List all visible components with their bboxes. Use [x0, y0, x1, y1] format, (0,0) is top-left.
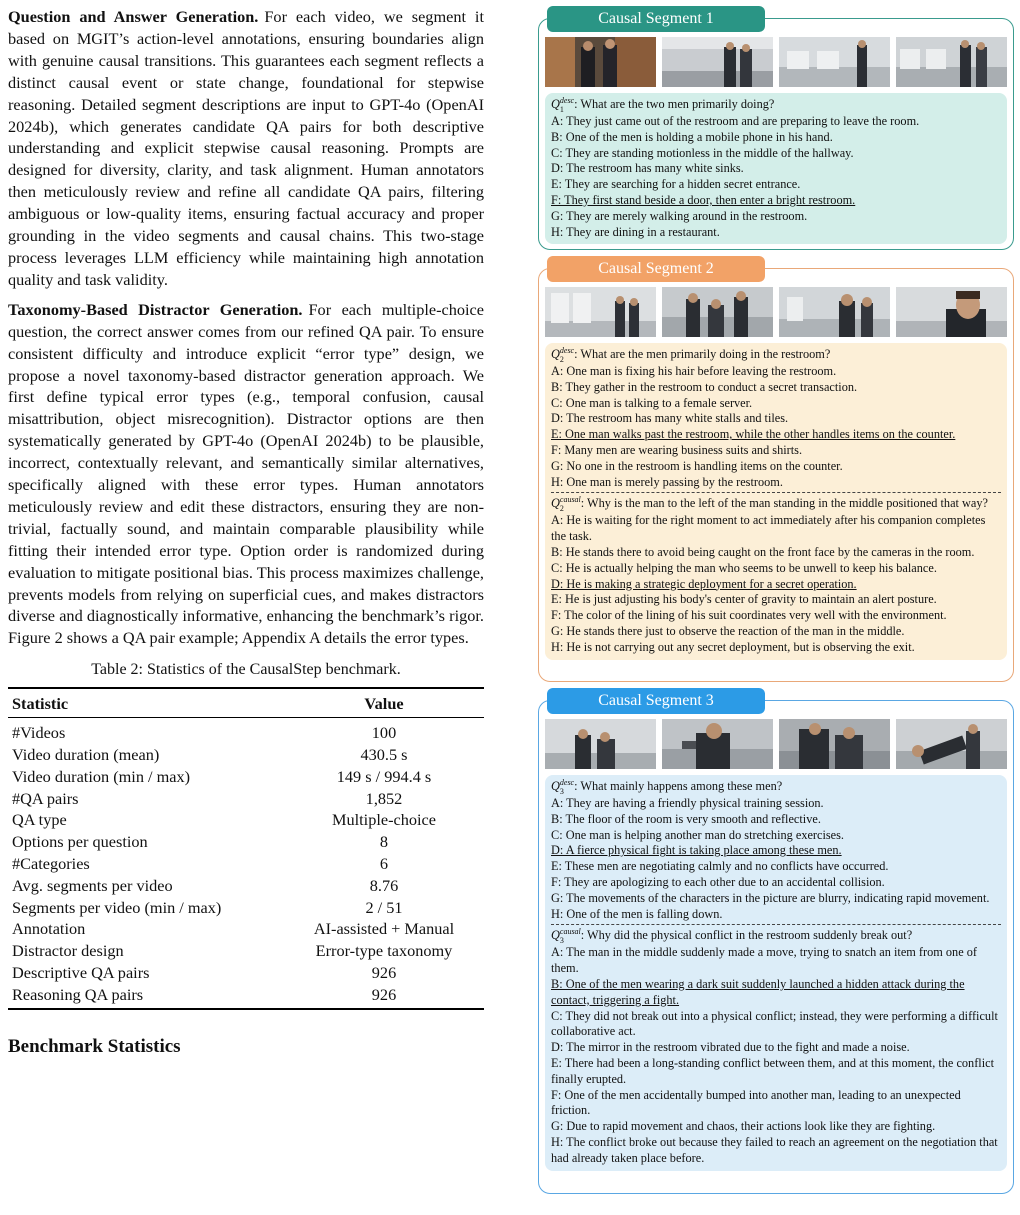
paragraph-heading: Taxonomy-Based Distractor Generation.: [8, 299, 303, 319]
correct-option: E: One man walks past the restroom, while the other handles items on the counter.: [551, 427, 956, 442]
segment-title: Causal Segment 2: [547, 256, 765, 282]
question-symbol: [551, 495, 581, 513]
option: E: He is just adjusting his body's center of gravity to maintain an alert posture.: [551, 592, 937, 607]
question-text: : What are the two men primarily doing?: [574, 96, 775, 111]
option: A: One man is fixing his hair before leaving the restroom.: [551, 364, 837, 378]
statistic-name: Descriptive QA pairs: [12, 963, 150, 983]
question: [551, 96, 1001, 114]
statistic-value: 430.5 s: [360, 745, 408, 765]
question-label: Q: [551, 346, 560, 361]
paragraph-heading: Question and Answer Generation.: [8, 7, 259, 26]
video-frame: [545, 37, 656, 87]
correct-option: F: They first stand beside a door, then enter a bright restroom.: [551, 192, 856, 207]
statistic-name: #Videos: [12, 723, 66, 743]
video-frame: [896, 287, 1007, 337]
statistic-value: AI-assisted + Manual: [313, 919, 455, 939]
option: B: The floor of the room is very smooth and reflective.: [551, 811, 821, 826]
question-scripts: [560, 778, 574, 796]
statistic-name: Annotation: [12, 919, 86, 939]
statistic-value: 1,852: [365, 788, 403, 808]
question-label: Q: [551, 496, 560, 511]
qa-item: [551, 346, 1001, 490]
option: C: They are standing motionless in the middle of the hallway.: [551, 145, 854, 160]
question-type: desc: [559, 778, 575, 787]
statistic-value: 926: [284, 984, 484, 1009]
causal-segment-2: [538, 260, 1014, 682]
table-row: [8, 766, 484, 788]
causal-segment-3: [538, 692, 1014, 1194]
option: F: They are apologizing to each other due to an accidental collision.: [551, 874, 885, 889]
statistic-name: Avg. segments per video: [12, 875, 173, 895]
option: F: One of the men accidentally bumped into another man, leading to an unexpected friction.: [551, 1087, 961, 1118]
option: G: No one in the restroom is handling items on the counter.: [551, 458, 843, 473]
table-header-row: [8, 688, 484, 718]
statistic-value: 8: [379, 832, 389, 852]
question-text: : What mainly happens among these men?: [574, 778, 783, 793]
table-row: [8, 853, 484, 875]
question-scripts: [560, 346, 574, 364]
question: [551, 778, 1001, 796]
option: B: They gather in the restroom to conduct a secret transaction.: [551, 379, 858, 394]
question-index: 3: [559, 787, 564, 796]
option: H: They are dining in a restaurant.: [551, 224, 720, 239]
paragraph-qa-generation: [8, 6, 484, 291]
column-header-value: Value: [284, 688, 484, 718]
question: [551, 346, 1001, 364]
question-text: : Why did the physical conflict in the restroom suddenly break out?: [580, 928, 913, 943]
table-caption: Table 2: Statistics of the CausalStep benchmark.: [91, 661, 401, 679]
question-symbol: [551, 778, 574, 796]
question-scripts: [560, 495, 581, 513]
option: A: They just came out of the restroom and are preparing to leave the room.: [551, 114, 920, 128]
option: C: One man is helping another man do stretching exercises.: [551, 827, 844, 842]
question-box: [545, 343, 1007, 660]
statistic-name: QA type: [12, 810, 67, 830]
section-heading: Benchmark Statistics: [8, 1035, 181, 1057]
question-type: causal: [559, 927, 581, 937]
option: G: The movements of the characters in the picture are blurry, indicating rapid movement.: [551, 890, 990, 905]
video-frame: [896, 37, 1007, 87]
statistic-value: 8.76: [369, 875, 399, 895]
option: A: He is waiting for the right moment to act immediately after his companion completes the task.: [551, 513, 986, 544]
question-symbol: [551, 927, 581, 945]
column-header-statistic: Statistic: [8, 688, 284, 718]
statistic-value: 926: [371, 963, 397, 983]
causal-segment-1: [538, 10, 1014, 250]
statistic-value: 100: [371, 723, 397, 743]
video-frames: [545, 719, 1007, 769]
question-label: Q: [551, 778, 560, 793]
qa-item: [551, 492, 1001, 655]
question-box: [545, 775, 1007, 1171]
table-row: [8, 962, 484, 984]
table-row: [8, 875, 484, 897]
video-frames: [545, 287, 1007, 337]
option: H: One man is merely passing by the restroom.: [551, 474, 783, 489]
statistic-name: Video duration (mean): [12, 745, 160, 765]
option: H: He is not carrying out any secret deployment, but is observing the exit.: [551, 639, 915, 654]
question-index: 1: [559, 105, 564, 114]
paragraph-body: For each video, we segment it based on MGIT’s action-level annotations, ensuring boundaries align with genuine causal transitions. This guarantees each segment reflects a distinct causal event or state change, foundational for stepwise reasoning. Detailed segment descriptions are input to GPT-4o (OpenAI 2024b), which generates candidate QA pairs for both descriptive understanding and explicit stepwise causal reasoning. Prompts are designed for diversity, clarity, and task alignment. Human annotators then meticulously review and refine all candidate QA pairs, filtering ambiguous or low-quality items, ensuring factual accuracy and proper grounding in the video segments and causal chains. This two-stage process leverages LLM efficiency while maintaining high annotation quality and task validity.: [8, 7, 484, 289]
question-index: 2: [559, 504, 564, 514]
statistic-value: Error-type taxonomy: [315, 941, 453, 961]
statistic-name: Video duration (min / max): [12, 766, 191, 786]
question-text: : What are the men primarily doing in the restroom?: [574, 346, 831, 361]
table-row: [8, 809, 484, 831]
option: H: One of the men is falling down.: [551, 906, 723, 921]
statistic-name: #Categories: [12, 854, 90, 874]
option: G: They are merely walking around in the restroom.: [551, 208, 808, 223]
option: F: The color of the lining of his suit coordinates very well with the environment.: [551, 608, 947, 623]
option: D: The restroom has many white sinks.: [551, 161, 744, 176]
table-row: [8, 984, 484, 1009]
table-row: [8, 718, 484, 744]
segment-title: Causal Segment 1: [547, 6, 765, 32]
option: D: The restroom has many white stalls and tiles.: [551, 411, 789, 426]
question-symbol: [551, 96, 574, 114]
correct-option: B: One of the men wearing a dark suit suddenly launched a hidden attack during the contact, triggering a fight.: [551, 976, 965, 1007]
option: F: Many men are wearing business suits and shirts.: [551, 442, 803, 457]
question-index: 3: [559, 936, 564, 946]
table-row: [8, 744, 484, 766]
qa-item: [551, 924, 1001, 1166]
option: D: The mirror in the restroom vibrated due to the fight and made a noise.: [551, 1040, 910, 1055]
option: A: The man in the middle suddenly made a move, trying to snatch an item from one of them.: [551, 945, 977, 976]
option: C: They did not break out into a physical conflict; instead, they were performing a difficult collaborative act.: [551, 1008, 998, 1039]
video-frames: [545, 37, 1007, 87]
table-row: [8, 897, 484, 919]
option: E: These men are negotiating calmly and no conflicts have occurred.: [551, 859, 889, 874]
statistic-name: Distractor design: [12, 941, 124, 961]
statistic-value: 6: [379, 854, 389, 874]
table-row: [8, 940, 484, 962]
question-symbol: [551, 346, 574, 364]
option: A: They are having a friendly physical training session.: [551, 796, 824, 810]
video-frame: [662, 287, 773, 337]
question-type: desc: [559, 96, 575, 105]
table-row: [8, 788, 484, 810]
option: B: One of the men is holding a mobile phone in his hand.: [551, 129, 833, 144]
question-box: [545, 93, 1007, 244]
option: H: The conflict broke out because they failed to reach an agreement on the negotiation that had already taken place before.: [551, 1134, 998, 1165]
question-scripts: [560, 927, 581, 945]
video-frame: [779, 719, 890, 769]
option: C: He is actually helping the man who seems to be unwell to keep his balance.: [551, 560, 937, 575]
video-frame: [545, 719, 656, 769]
video-frame: [779, 37, 890, 87]
question-label: Q: [551, 928, 560, 943]
statistic-value: 2 / 51: [365, 897, 403, 917]
question-label: Q: [551, 96, 560, 111]
video-frame: [662, 719, 773, 769]
statistics-table: [8, 687, 484, 1009]
statistic-name: Options per question: [12, 832, 148, 852]
question: [551, 495, 1001, 513]
option: E: There had been a long-standing conflict between them, and at this moment, the conflict finally erupted.: [551, 1055, 995, 1086]
question-scripts: [560, 96, 574, 114]
statistics-table-body: [8, 718, 484, 1009]
option: E: They are searching for a hidden secret entrance.: [551, 177, 801, 192]
option: B: He stands there to avoid being caught on the front face by the cameras in the room.: [551, 544, 975, 559]
question: [551, 927, 1001, 945]
paragraph-distractor-generation: [8, 299, 484, 650]
qa-item: [551, 96, 1001, 240]
left-column: [8, 6, 484, 1058]
statistic-name: Segments per video (min / max): [12, 897, 222, 917]
qa-item: [551, 778, 1001, 922]
question-text: : Why is the man to the left of the man standing in the middle positioned that way?: [580, 496, 988, 511]
option: C: One man is talking to a female server.: [551, 395, 753, 410]
statistic-name: #QA pairs: [12, 788, 79, 808]
correct-option: D: He is making a strategic deployment for a secret operation.: [551, 576, 857, 591]
video-frame: [896, 719, 1007, 769]
statistic-value: Multiple-choice: [332, 810, 436, 830]
table-row: [8, 918, 484, 940]
video-frame: [779, 287, 890, 337]
table-row: [8, 831, 484, 853]
statistic-value: 149 s / 994.4 s: [336, 766, 432, 786]
video-frame: [545, 287, 656, 337]
option: G: He stands there just to observe the reaction of the man in the middle.: [551, 623, 905, 638]
video-frame: [662, 37, 773, 87]
segment-title: Causal Segment 3: [547, 688, 765, 714]
question-index: 2: [559, 355, 564, 364]
statistic-name: Reasoning QA pairs: [8, 984, 284, 1009]
paragraph-body: For each multiple-choice question, the correct answer comes from our refined QA pair. To ensure consistent difficulty and introduce explicit “error type” design, we propose a novel taxonomy-based distractor generation approach. We first define typical error types (e.g., temporal confusion, causal misattribution, object misrecognition). Distractor options are then systematically generated by GPT-4o (OpenAI 2024b) to be plausible, incorrect, contextually relevant, and semantically similar alternatives, specifically aligned with these error types. Human annotators meticulously review and edit these distractors, ensuring they are non-trivial, factually sound, and maintain comparable plausibility while fitting their intended error type. Option order is randomized during evaluation to mitigate positional bias. This process maximizes challenge, prevents models from relying on superficial cues, and makes distractors diverse and diagnostically informative, enhancing the benchmark’s rigor. Figure 2 shows a QA pair example; Appendix A details the error types.: [8, 299, 484, 648]
question-type: causal: [559, 495, 581, 505]
option: G: Due to rapid movement and chaos, their actions look like they are fighting.: [551, 1119, 936, 1134]
question-type: desc: [559, 346, 575, 355]
correct-option: D: A fierce physical fight is taking place among these men.: [551, 843, 842, 858]
